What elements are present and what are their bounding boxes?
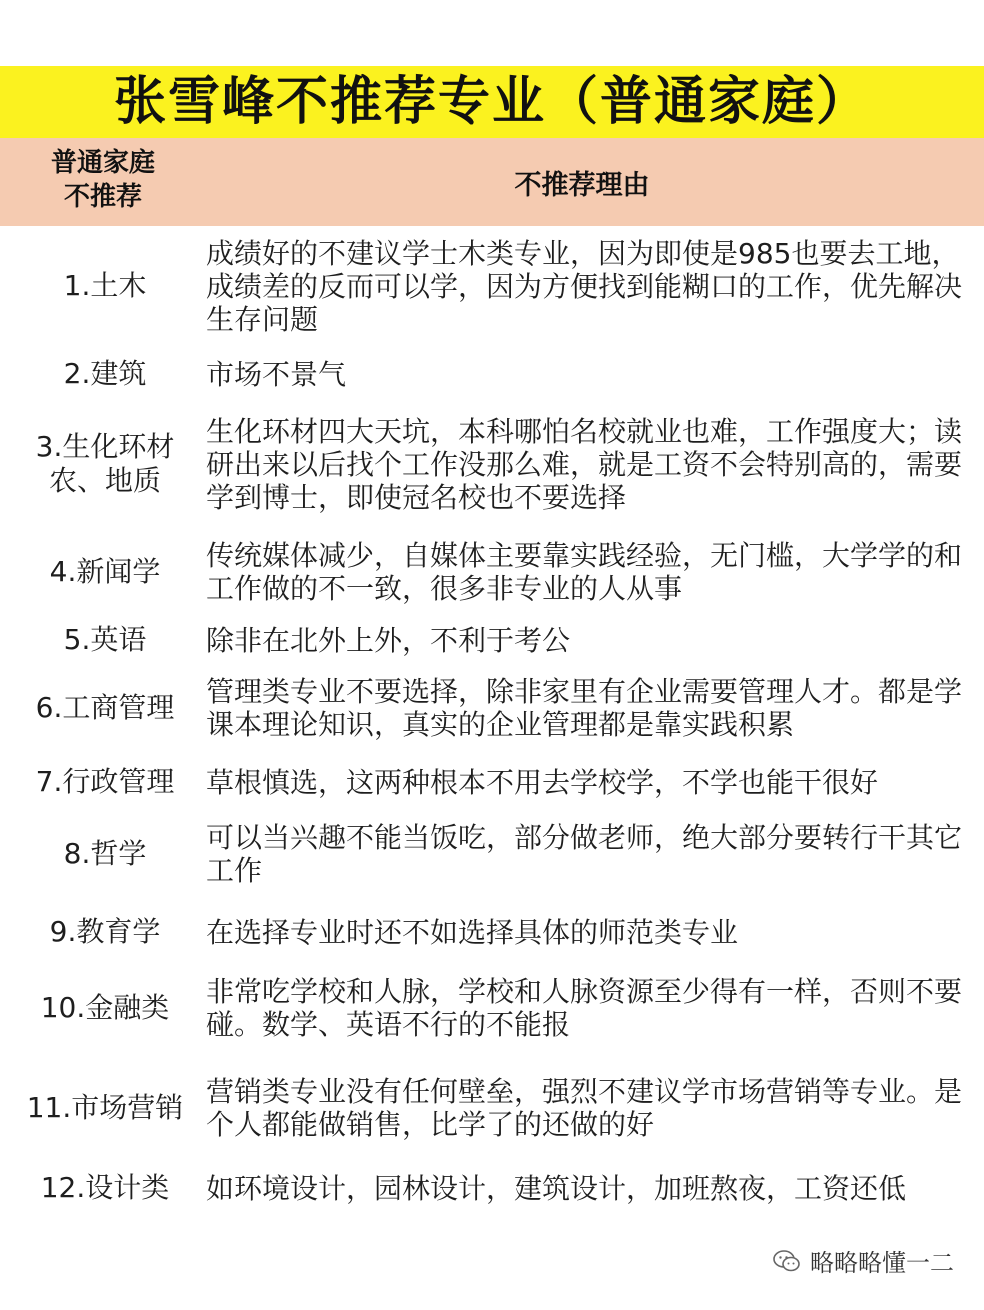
major-name: 11.市场营销	[26, 1091, 184, 1124]
reason-cell	[206, 352, 978, 396]
major-name: 5.英语	[63, 623, 147, 656]
table-row	[0, 352, 984, 396]
reason-text: 生化环材四大天坑，本科哪怕名校就业也难，工作强度大；读研出来以后找个工作没那么难，就是工资不会特别高的，需要学到博士，即使冠名校也不要选择	[206, 414, 963, 514]
table-row	[0, 760, 984, 804]
reason-cell	[206, 674, 978, 742]
reason-text: 非常吃学校和人脉，学校和人脉资源至少得有一样，否则不要碰。数学、英语不行的不能报	[206, 975, 963, 1041]
reason-text: 管理类专业不要选择，除非家里有企业需要管理人才。都是学课本理论知识，真实的企业管理都是靠实践积累	[206, 675, 963, 741]
table-header	[0, 138, 984, 226]
reason-cell	[206, 236, 978, 336]
header-reason-column: 不推荐理由	[514, 169, 650, 201]
major-name: 2.建筑	[63, 357, 147, 390]
reason-cell	[206, 972, 978, 1044]
wechat-icon	[772, 1249, 802, 1273]
reason-cell	[206, 1166, 978, 1210]
table-row	[0, 1166, 984, 1210]
major-name: 7.行政管理	[35, 765, 175, 798]
reason-cell	[206, 414, 978, 514]
reason-text: 草根慎选，这两种根本不用去学校学，不学也能干很好	[206, 765, 879, 799]
major-name: 6.工商管理	[35, 691, 175, 724]
header-major-column: 普通家庭 不推荐	[50, 148, 155, 212]
table-row	[0, 674, 984, 742]
table-row	[0, 538, 984, 606]
reason-text: 可以当兴趣不能当饭吃，部分做老师，绝大部分要转行干其它工作	[206, 821, 963, 887]
watermark	[772, 1243, 954, 1278]
table-row	[0, 818, 984, 890]
reason-text: 市场不景气	[206, 357, 347, 391]
reason-text: 如环境设计，园林设计，建筑设计，加班熬夜，工资还低	[206, 1171, 907, 1205]
major-name: 1.土木	[63, 269, 147, 302]
major-name: 3.生化环材 农、地质	[35, 430, 175, 497]
reason-text: 除非在北外上外，不利于考公	[206, 623, 571, 657]
reason-text: 传统媒体减少，自媒体主要靠实践经验，无门槛，大学学的和工作做的不一致，很多非专业的人从事	[206, 539, 963, 605]
major-name: 8.哲学	[63, 837, 147, 870]
reason-cell	[206, 618, 978, 662]
major-name: 9.教育学	[49, 915, 161, 948]
reason-cell	[206, 760, 978, 804]
reason-text: 成绩好的不建议学士木类专业，因为即使是985也要去工地，成绩差的反而可以学，因为方便找到能糊口的工作，优先解决生存问题	[206, 236, 963, 336]
reason-cell	[206, 538, 978, 606]
title-bar	[0, 66, 984, 138]
major-name: 12.设计类	[40, 1171, 170, 1204]
table-row	[0, 618, 984, 662]
reason-cell	[206, 910, 978, 954]
watermark-text: 略略略懂一二	[810, 1249, 954, 1277]
reason-cell	[206, 818, 978, 890]
reason-cell	[206, 1072, 978, 1144]
table-row	[0, 236, 984, 336]
page-title: 张雪峰不推荐专业（普通家庭）	[113, 72, 870, 132]
table-row	[0, 1072, 984, 1144]
major-name: 10.金融类	[40, 991, 170, 1024]
table-row	[0, 910, 984, 954]
table-row	[0, 414, 984, 514]
reason-text: 在选择专业时还不如选择具体的师范类专业	[206, 915, 739, 949]
major-name: 4.新闻学	[49, 555, 161, 588]
reason-text: 营销类专业没有任何壁垒，强烈不建议学市场营销等专业。是个人都能做销售，比学了的还做的好	[206, 1075, 963, 1141]
table-row	[0, 972, 984, 1044]
